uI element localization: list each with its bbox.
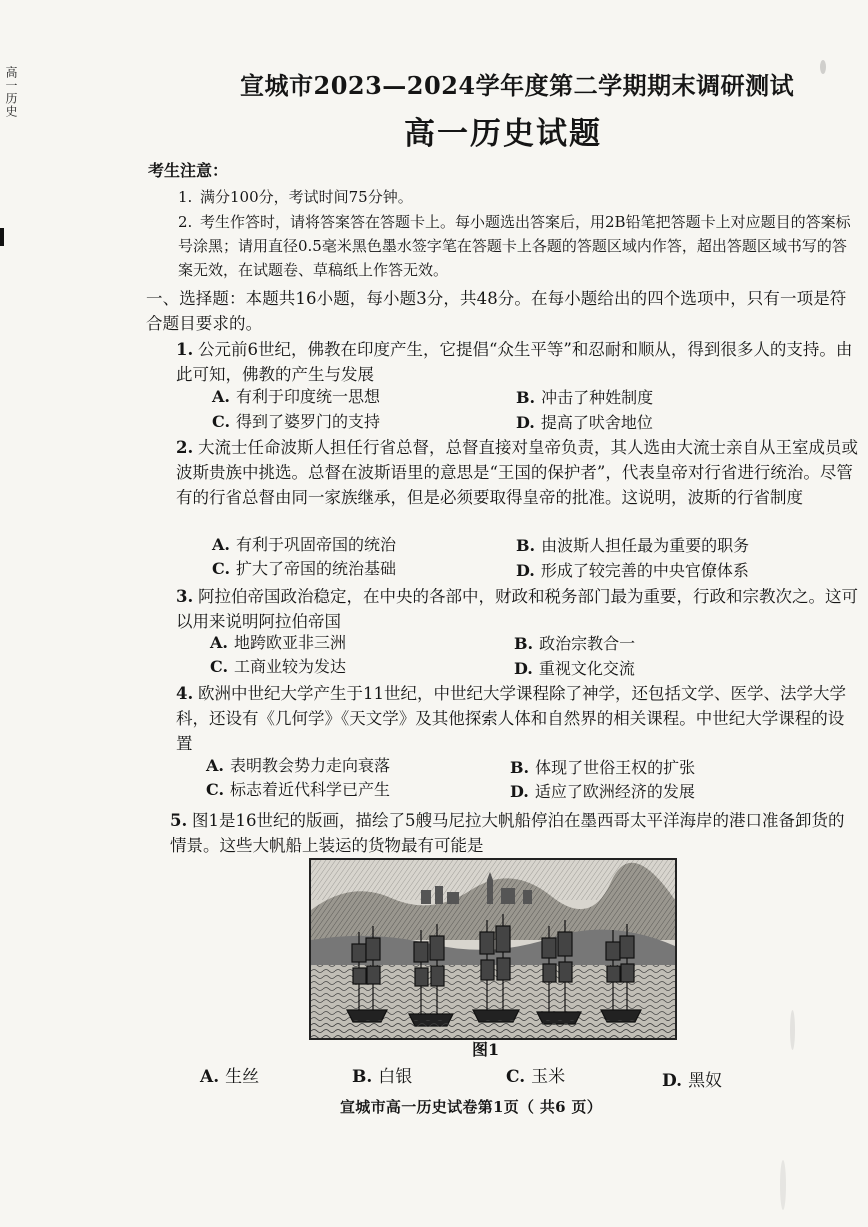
option-label: B.: [352, 1067, 373, 1087]
option-label: A.: [212, 387, 230, 406]
notice-item-1: [178, 185, 860, 209]
option-label: B.: [516, 388, 536, 407]
notice-item-number: 2.: [178, 213, 193, 231]
option-label: D.: [516, 561, 535, 580]
q3-option-b: [514, 633, 635, 655]
option-text: 玉米: [531, 1067, 566, 1087]
notice-item-text: 考生作答时，请将答案答在答题卡上。每小题选出答案后，用2B铅笔把答题卡上对应题目的答案标号涂黑；请用直径0.5毫米黑色墨水签字笔在答题卡上各题的答题区域内作答，超出答题区域书写的答案无效，在试题卷、草稿纸上作答无效。: [178, 213, 851, 279]
section-heading: 一、选择题：本题共16小题，每小题3分，共48分。在每小题给出的四个选项中，只有一项是符合题目要求的。: [146, 289, 847, 333]
question-1: [176, 337, 860, 387]
option-text: 适应了欧洲经济的发展: [534, 782, 695, 801]
option-text: 有利于巩固帝国的统治: [235, 535, 396, 554]
question-stem: [176, 337, 860, 387]
q1-option-c: [212, 411, 380, 433]
question-text: 大流士任命波斯人担任行省总督，总督直接对皇帝负责，其人选由大流士亲自从王室成员或波斯贵族中挑选。总督在波斯语里的意思是“王国的保护者”，代表皇帝对行省进行统治。尽管有的行省总督由同一家族继承，但是必须要取得皇帝的批准。这说明，波斯的行省制度: [176, 438, 858, 507]
option-label: C.: [206, 780, 225, 799]
option-text: 得到了婆罗门的支持: [236, 412, 381, 431]
question-text: 公元前6世纪，佛教在印度产生，它提倡“众生平等”和忍耐和顺从，得到很多人的支持。由此可知，佛教的产生与发展: [176, 340, 853, 384]
scan-speck: [790, 1010, 795, 1050]
question-2: [176, 435, 860, 510]
option-label: D.: [516, 413, 535, 432]
option-text: 工商业较为发达: [234, 657, 347, 676]
option-text: 标志着近代科学已产生: [230, 780, 391, 799]
option-text: 提高了吠舍地位: [540, 413, 653, 432]
edge-mark: [0, 228, 4, 246]
q4-option-b: [510, 757, 695, 779]
option-text: 形成了较完善的中央官僚体系: [540, 561, 749, 580]
option-label: B.: [510, 758, 530, 777]
notice-heading: 考生注意：: [148, 161, 229, 180]
option-text: 政治宗教合一: [539, 634, 636, 653]
option-label: C.: [210, 657, 229, 676]
option-text: 有利于印度统一思想: [235, 387, 380, 406]
question-number: 5.: [170, 811, 188, 830]
q3-option-a: [210, 632, 346, 654]
option-text: 体现了世俗王权的扩张: [535, 758, 696, 777]
q3-option-d: [514, 658, 635, 680]
question-number: 4.: [176, 684, 194, 703]
q1-option-b: [516, 387, 653, 409]
scan-speck: [838, 290, 842, 294]
q5-option-b: [352, 1066, 412, 1088]
option-label: D.: [510, 782, 529, 801]
option-label: A.: [210, 633, 228, 652]
galleon-harbor-engraving: [311, 860, 675, 1038]
option-text: 表明教会势力走向衰落: [229, 756, 390, 775]
question-stem: [176, 435, 860, 510]
question-stem: [176, 584, 860, 634]
option-text: 生丝: [225, 1067, 260, 1087]
question-5: [170, 808, 860, 858]
q3-option-c: [210, 656, 346, 678]
page-title: 高一历史试题: [404, 116, 602, 152]
question-stem: [176, 681, 860, 756]
notice-item-number: 1.: [178, 188, 193, 206]
exam-header-line: 宣城市2023—2024学年度第二学期期末调研测试: [240, 71, 795, 100]
q2-option-b: [516, 535, 749, 557]
option-text: 黑奴: [688, 1071, 723, 1091]
scan-speck: [780, 1160, 786, 1210]
option-text: 地跨欧亚非三洲: [233, 633, 346, 652]
option-text: 冲击了种姓制度: [541, 388, 654, 407]
q5-option-a: [200, 1066, 259, 1088]
side-label: 高一历史: [4, 66, 18, 118]
option-text: 白银: [378, 1067, 413, 1087]
option-label: B.: [514, 634, 534, 653]
q4-option-c: [206, 779, 390, 801]
option-label: D.: [514, 659, 533, 678]
page-footer: 宣城市高一历史试卷第1页（ 共6 页）: [340, 1098, 603, 1116]
option-text: 重视文化交流: [538, 659, 635, 678]
option-label: A.: [200, 1067, 220, 1087]
q5-option-d: [662, 1070, 722, 1092]
question-text: 欧洲中世纪大学产生于11世纪，中世纪大学课程除了神学，还包括文学、医学、法学大学科，还设有《几何学》《天文学》及其他探索人体和自然界的相关课程。中世纪大学课程的设置: [176, 684, 846, 753]
option-label: B.: [516, 536, 536, 555]
question-number: 1.: [176, 340, 194, 359]
option-label: C.: [212, 412, 231, 431]
option-text: 由波斯人担任最为重要的职务: [541, 536, 750, 555]
notice-item-2: [178, 210, 860, 282]
q4-option-d: [510, 781, 695, 803]
option-label: D.: [662, 1071, 683, 1091]
question-stem: [170, 808, 860, 858]
option-label: A.: [206, 756, 224, 775]
option-label: C.: [506, 1067, 526, 1087]
option-text: 扩大了帝国的统治基础: [236, 559, 397, 578]
option-label: C.: [212, 559, 231, 578]
question-number: 3.: [176, 587, 194, 606]
question-text: 阿拉伯帝国政治稳定，在中央的各部中，财政和税务部门最为重要，行政和宗教次之。这可以用来说明阿拉伯帝国: [176, 587, 858, 631]
option-label: A.: [212, 535, 230, 554]
figure-caption: 图1: [472, 1040, 500, 1059]
question-number: 2.: [176, 438, 194, 457]
question-4: [176, 681, 860, 756]
q5-option-c: [506, 1066, 565, 1088]
q2-option-d: [516, 560, 749, 582]
question-3: [176, 584, 860, 634]
q1-option-a: [212, 386, 380, 408]
figure-engraving: [309, 858, 677, 1040]
q4-option-a: [206, 755, 390, 777]
question-text: 图1是16世纪的版画，描绘了5艘马尼拉大帆船停泊在墨西哥太平洋海岸的港口准备卸货的情景。这些大帆船上装运的货物最有可能是: [170, 811, 845, 855]
q2-option-a: [212, 534, 396, 556]
q1-option-d: [516, 412, 653, 434]
notice-item-text: 满分100分，考试时间75分钟。: [200, 188, 413, 206]
scan-speck: [820, 60, 826, 74]
q2-option-c: [212, 558, 396, 580]
